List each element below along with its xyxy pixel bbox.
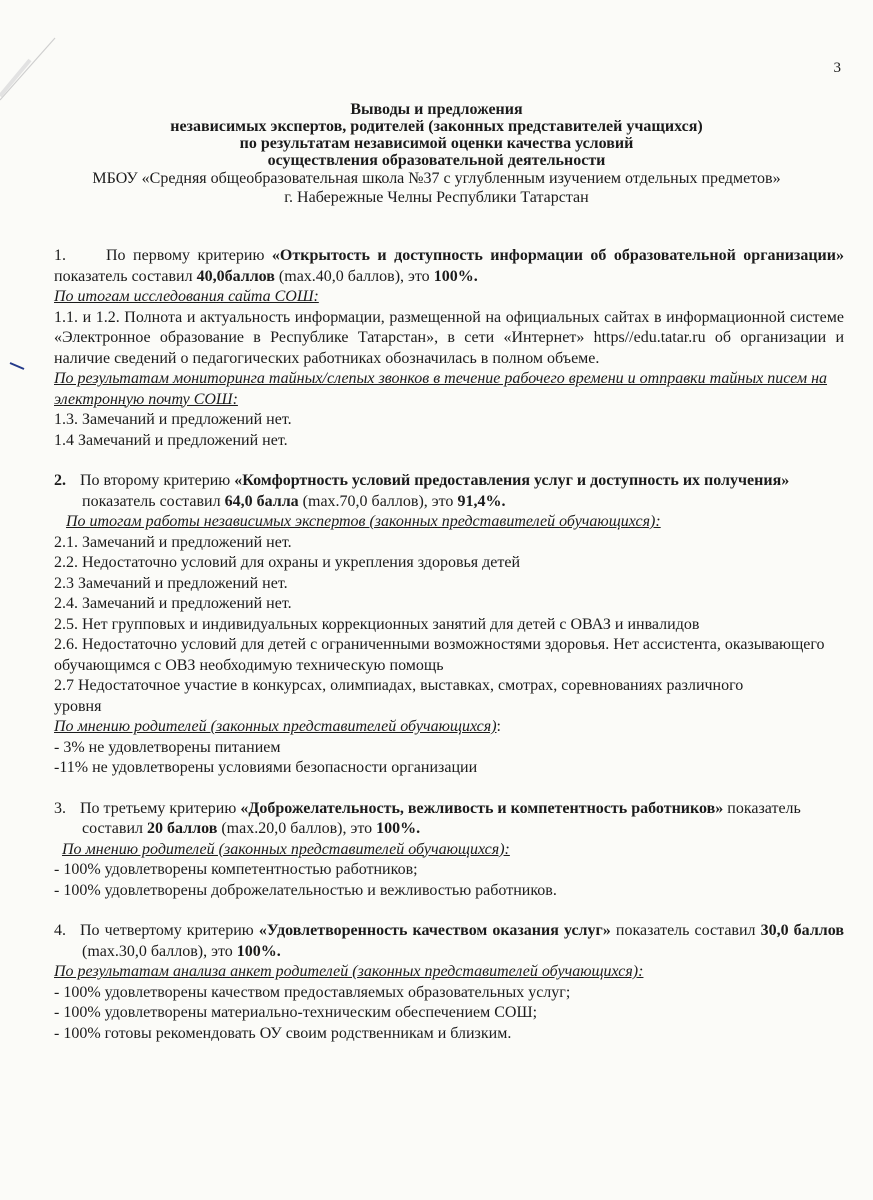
section-1-lead: По первому критерию [106, 247, 272, 264]
section-4-percent: 100%. [236, 942, 281, 960]
section-3-item: - 100% удовлетворены доброжелательностью и вежливостью работников. [54, 881, 557, 899]
section-4-item: - 100% готовы рекомендовать ОУ своим родственникам и близким. [54, 1024, 512, 1042]
section-4-item: - 100% удовлетворены материально-техническим обеспечением СОШ; [54, 1004, 538, 1021]
section-1-subheading-site: По итогам исследования сайта СОШ: [54, 288, 319, 305]
scan-dash-mark [8, 360, 28, 372]
section-3-heading [54, 799, 844, 840]
section-2-max: (max.70,0 баллов), это [298, 492, 458, 510]
section-3-percent: 100%. [376, 820, 421, 837]
section-3-max: (max.20,0 баллов), это [217, 820, 377, 837]
section-4-item: - 100% удовлетворены качеством предоставляемых образовательных услуг; [54, 983, 571, 1001]
section-2-subheading-parents-colon: : [496, 718, 501, 735]
section-3-lead: По третьему критерию [80, 799, 241, 817]
section-2-parent-item: - 3% не удовлетворены питанием [54, 738, 281, 756]
section-3-item: - 100% удовлетворены компетентностью работников; [54, 861, 418, 878]
section-2-item: 2.1. Замечаний и предложений нет. [54, 533, 292, 551]
school-city: г. Набережные Челны Республики Татарстан [284, 189, 589, 206]
section-1-item-site: 1.1. и 1.2. Полнота и актуальность информации, размещенной на официальных сайтах в информационной системе «Электронное образование в Республике Татарстан», в сети «Интернет» https//edu.tatar.ru об организации и наличие сведений о педагогических работниках обозначилась в полном объеме. [54, 308, 844, 367]
title-line-4: осуществления образовательной деятельности [267, 152, 606, 169]
section-1-number: 1. [54, 247, 66, 264]
page-number: 3 [833, 60, 841, 76]
title-line-1: Выводы и предложения [350, 101, 523, 118]
section-2-mid: показатель составил [82, 492, 225, 510]
section-4-heading [54, 921, 844, 962]
section-1-item-1-3: 1.3. Замечаний и предложений нет. [54, 411, 292, 428]
section-2-lead: По второму критерию [80, 472, 235, 489]
document-body [54, 246, 844, 1044]
section-4-number: 4. [54, 922, 66, 939]
section-3-number: 3. [54, 799, 66, 817]
section-2-number: 2. [54, 472, 66, 489]
section-1-item-1-4: 1.4 Замечаний и предложений нет. [54, 431, 288, 449]
section-1-mid: показатель составил [54, 267, 197, 285]
section-4-score: 30,0 баллов [760, 922, 845, 939]
section-2-subheading-parents [54, 717, 844, 738]
section-2-parent-item: -11% не удовлетворены условиями безопасности организации [54, 759, 478, 776]
section-2-item: 2.3 Замечаний и предложений нет. [54, 574, 288, 592]
section-3-criterion: «Доброжелательность, вежливость и компетентность работников» [240, 799, 724, 817]
section-2-item: 2.2. Недостаточно условий для охраны и укрепления здоровья детей [54, 554, 521, 571]
school-name: МБОУ «Средняя общеобразовательная школа №37 с углубленным изучением отдельных предметов» [92, 170, 781, 187]
section-2-item: 2.5. Нет групповых и индивидуальных коррекционных занятий для детей с ОВАЗ и инвалидов [54, 615, 700, 633]
section-2-percent: 91,4%. [457, 492, 506, 510]
section-1-percent: 100%. [433, 267, 478, 285]
title-line-3: по результатам независимой оценки качества условий [239, 135, 634, 152]
section-3-mid: показатель составил [82, 799, 801, 837]
section-4-subheading-survey: По результатам анализа анкет родителей (законных представителей обучающихся): [54, 963, 644, 980]
section-2-item: 2.4. Замечаний и предложений нет. [54, 595, 292, 612]
scan-corner-mark [0, 0, 80, 110]
title-line-2: независимых экспертов, родителей (законных представителей учащихся) [170, 118, 703, 135]
section-2-criterion: «Комфортность условий предоставления услуг и доступность их получения» [234, 472, 790, 489]
section-3-subheading-parents: По мнению родителей (законных представителей обучающихся): [62, 840, 510, 858]
section-2-item: 2.7 Недостаточное участие в конкурсах, олимпиадах, выставках, смотрах, соревнованиях различного уровня [54, 677, 744, 715]
section-1-subheading-calls: По результатам мониторинга тайных/слепых звонков в течение рабочего времени и отправки тайных писем на электронную почту СОШ: [54, 370, 828, 408]
section-4-max: (max.30,0 баллов), это [82, 942, 237, 960]
section-4-lead: По четвертому критерию [80, 922, 259, 939]
section-1-criterion: «Открытость и доступность информации об образовательной организации» [271, 247, 844, 264]
section-2-subheading-parents-text: По мнению родителей (законных представителей обучающихся) [54, 718, 497, 735]
section-2-score: 64,0 балла [224, 492, 299, 510]
section-2-heading [54, 471, 844, 512]
section-1-heading [54, 246, 844, 287]
section-4-criterion: «Удовлетворенность качеством оказания услуг» [258, 922, 611, 939]
section-1-max: (max.40,0 баллов), это [274, 267, 434, 285]
section-2-item: 2.6. Недостаточно условий для детей с ограниченными возможностями здоровья. Нет ассистента, оказывающего обучающимся с ОВЗ необходимую техническую помощь [54, 636, 825, 674]
section-1-score: 40,0баллов [196, 267, 275, 285]
section-4-mid: показатель составил [610, 922, 761, 939]
document-title [0, 101, 873, 207]
section-3-score: 20 баллов [147, 820, 218, 837]
section-2-subheading-experts: По итогам работы независимых экспертов (законных представителей обучающихся): [66, 513, 661, 530]
